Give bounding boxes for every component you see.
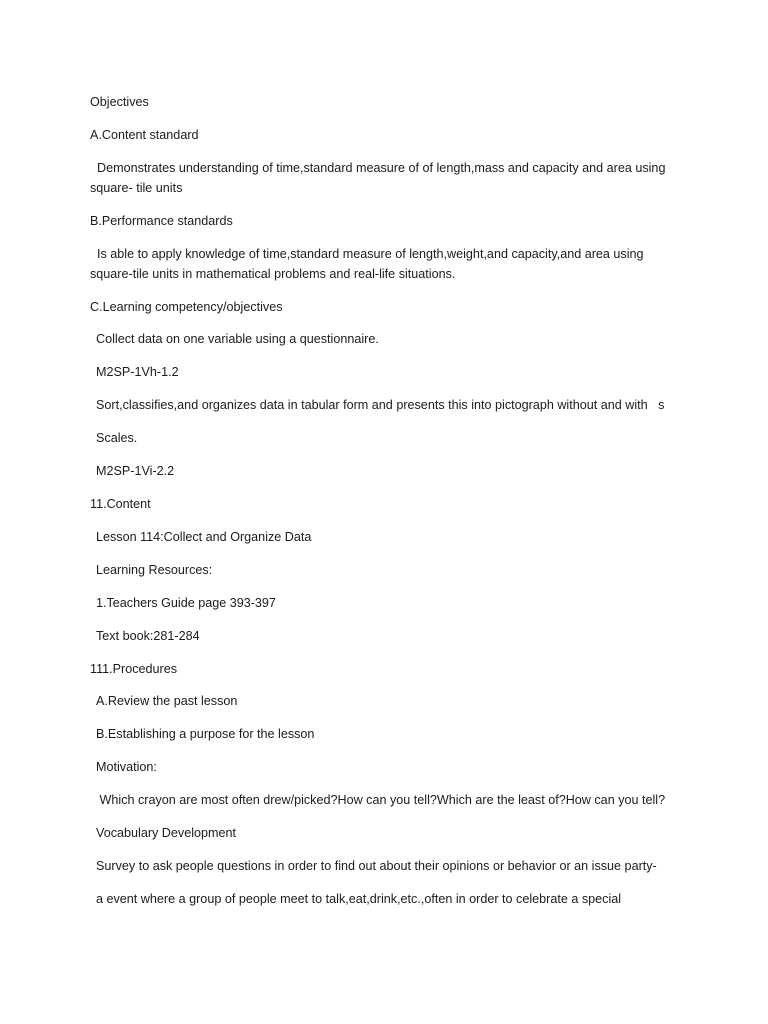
vocabulary-survey-definition: Survey to ask people questions in order to find out about their opinions or behavior or an issue party- [96,859,657,873]
competency-collect-data: Collect data on one variable using a questionnaire. [96,332,379,346]
learning-resources-label: Learning Resources: [96,563,213,577]
heading-objectives: Objectives [90,95,149,109]
competency-scales: Scales. [96,431,138,445]
competency-sort-classify: Sort,classifies,and organizes data in tabular form and presents this into pictograph without and with s [96,398,665,412]
competency-code-2: M2SP-1Vi-2.2 [96,464,175,478]
textbook-ref: Text book:281-284 [96,629,200,643]
vocabulary-party-definition: a event where a group of people meet to talk,eat,drink,etc.,often in order to celebrate a special [96,892,622,906]
lesson-title: Lesson 114:Collect and Organize Data [96,530,312,544]
performance-standards-text: Is able to apply knowledge of time,standard measure of length,weight,and capacity,and area using [90,247,644,261]
heading-performance-standards: B.Performance standards [90,214,233,228]
content-standard-text-cont: square- tile units [90,181,183,195]
vocabulary-development-label: Vocabulary Development [96,826,237,840]
competency-code-1: M2SP-1Vh-1.2 [96,365,179,379]
performance-standards-text-cont: square-tile units in mathematical problems and real-life situations. [90,267,456,281]
heading-learning-competency: C.Learning competency/objectives [90,300,283,314]
heading-content-standard: A.Content standard [90,128,199,142]
teachers-guide-ref: 1.Teachers Guide page 393-397 [96,596,276,610]
motivation-question: Which crayon are most often drew/picked?How can you tell?Which are the least of?How can you tell? [96,793,666,807]
heading-procedures: 111.Procedures [90,662,178,676]
procedure-review: A.Review the past lesson [96,694,238,708]
content-standard-text: Demonstrates understanding of time,standard measure of of length,mass and capacity and area using [90,161,666,175]
heading-content: 11.Content [90,497,151,511]
motivation-label: Motivation: [96,760,157,774]
procedure-purpose: B.Establishing a purpose for the lesson [96,727,315,741]
